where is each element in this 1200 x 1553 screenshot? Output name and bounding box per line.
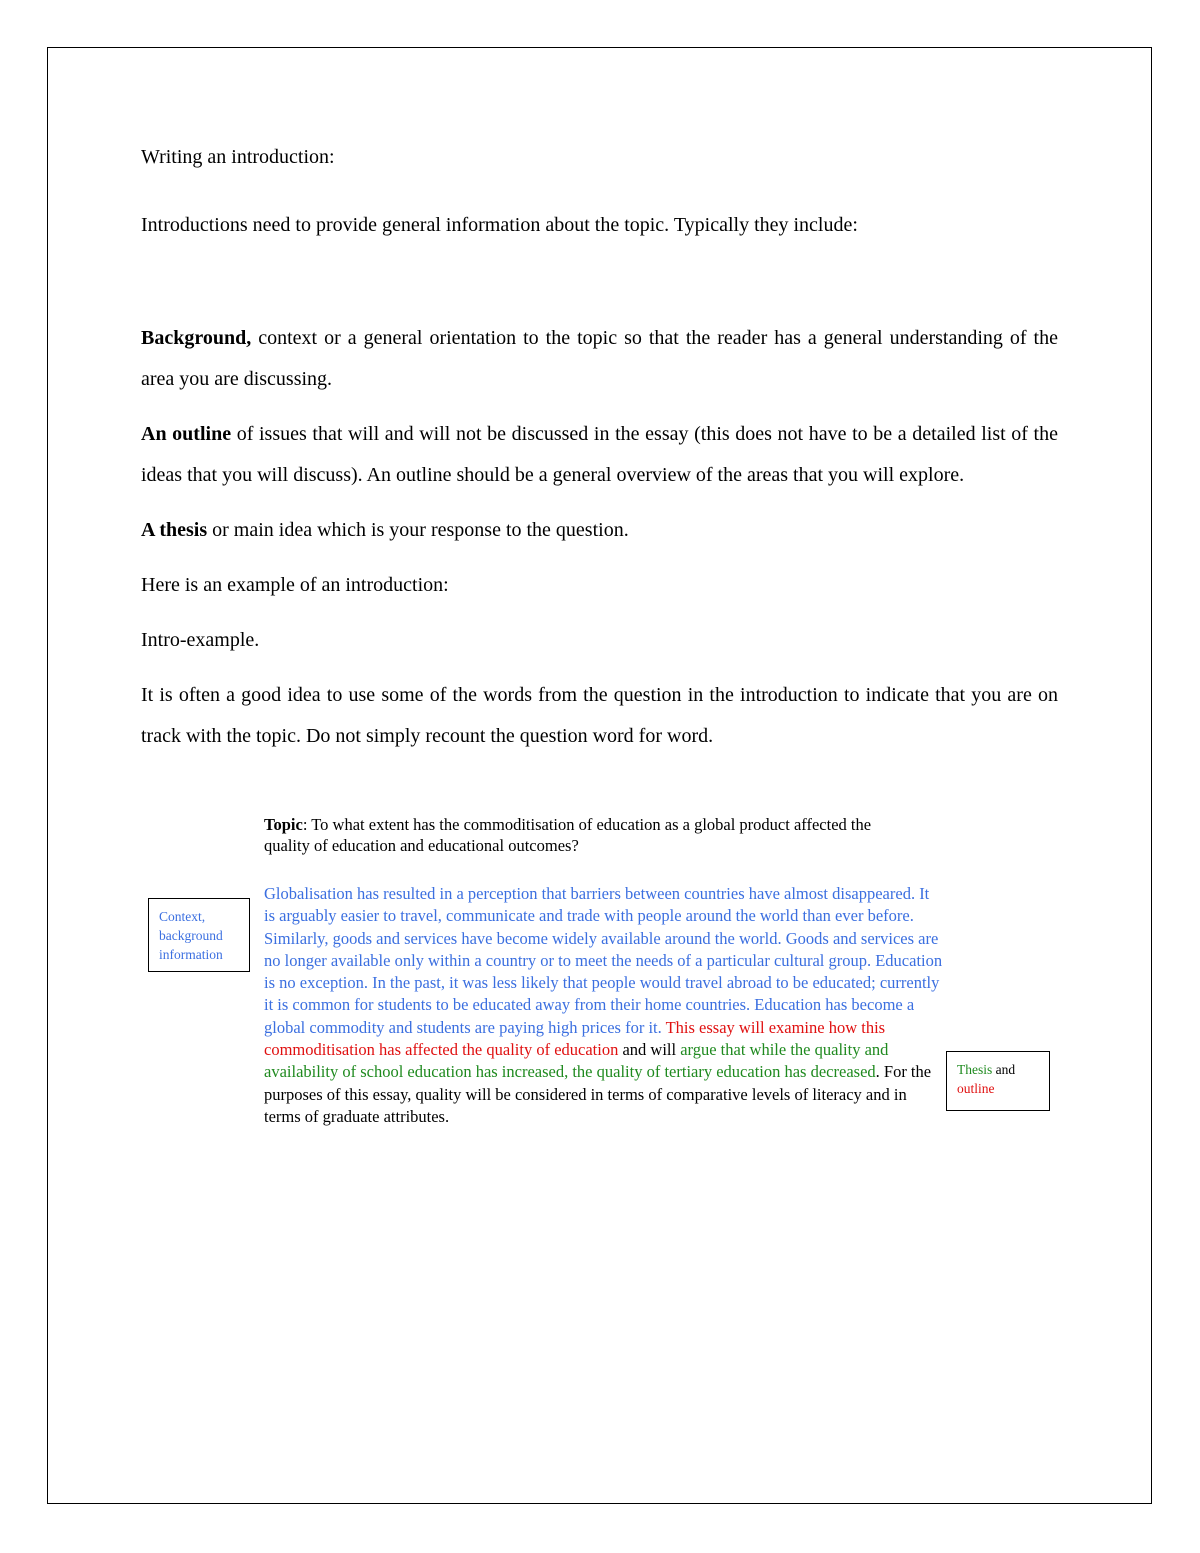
outline-description: of issues that will and will not be discussed in the essay (this does not have to be a detailed list of the ideas that you will discuss). An outline should be a general overview of the areas that you will explore. — [141, 423, 1058, 486]
thesis-term: A thesis — [141, 519, 208, 541]
context-annotation-box: Context, background information — [148, 898, 250, 972]
thesis-annotation-box — [946, 1051, 1050, 1111]
thesis-paragraph — [141, 510, 1058, 551]
background-paragraph — [141, 318, 1058, 400]
advice-paragraph: It is often a good idea to use some of the words from the question in the introduction to indicate that you are on track with the topic. Do not simply recount the question word for word. — [141, 684, 1058, 747]
outline-term: An outline — [141, 423, 232, 445]
background-description: context or a general orientation to the topic so that the reader has a general understanding of the area you are discussing. — [141, 327, 1058, 390]
topic-question — [264, 814, 904, 856]
topic-text: : To what extent has the commoditisation of education as a global product affected the quality of education and educational outcomes? — [264, 815, 872, 855]
example-introduction — [264, 883, 944, 1128]
document-body — [141, 140, 1058, 771]
example-closing-text: . For the purposes of this essay, quality will be considered in terms of comparative levels of literacy and in terms of graduate attributes. — [264, 1062, 932, 1126]
example-outline-text: This essay will examine how this commoditisation has affected the quality of education — [264, 1017, 886, 1060]
example-context-text: Globalisation has resulted in a perception that barriers between countries have almost disappeared. It is arguably easier to travel, communicate and trade with people around the world than ever before. Similarly, goods and services have become widely available around the world. Goods and services are no longer available only within a country or to meet the needs of a particular cultural group. Education is no exception. In the past, it was less likely that people would travel abroad to be educated; currently it is common for students to be educated away from their home countries. Education has become a global commodity and students are paying high prices for it. — [264, 884, 943, 1037]
example-lead-in: Here is an example of an introduction: — [141, 574, 449, 596]
outline-paragraph — [141, 414, 1058, 496]
annotation-and-word: and — [992, 1062, 1016, 1077]
page-title: Writing an introduction: — [141, 146, 335, 168]
intro-sentence: Introductions need to provide general information about the topic. Typically they include: — [141, 214, 858, 236]
topic-label: Topic — [264, 815, 303, 834]
example-thesis-text: argue that while the quality and availability of school education has increased, the quality of tertiary education has decreased — [264, 1040, 889, 1082]
example-connector: and will — [618, 1040, 681, 1060]
outline-annotation-word: outline — [957, 1081, 995, 1096]
intro-example-label: Intro-example. — [141, 629, 260, 651]
background-term: Background, — [141, 327, 252, 349]
thesis-description: or main idea which is your response to the question. — [207, 519, 629, 541]
thesis-annotation-word: Thesis — [957, 1062, 993, 1077]
